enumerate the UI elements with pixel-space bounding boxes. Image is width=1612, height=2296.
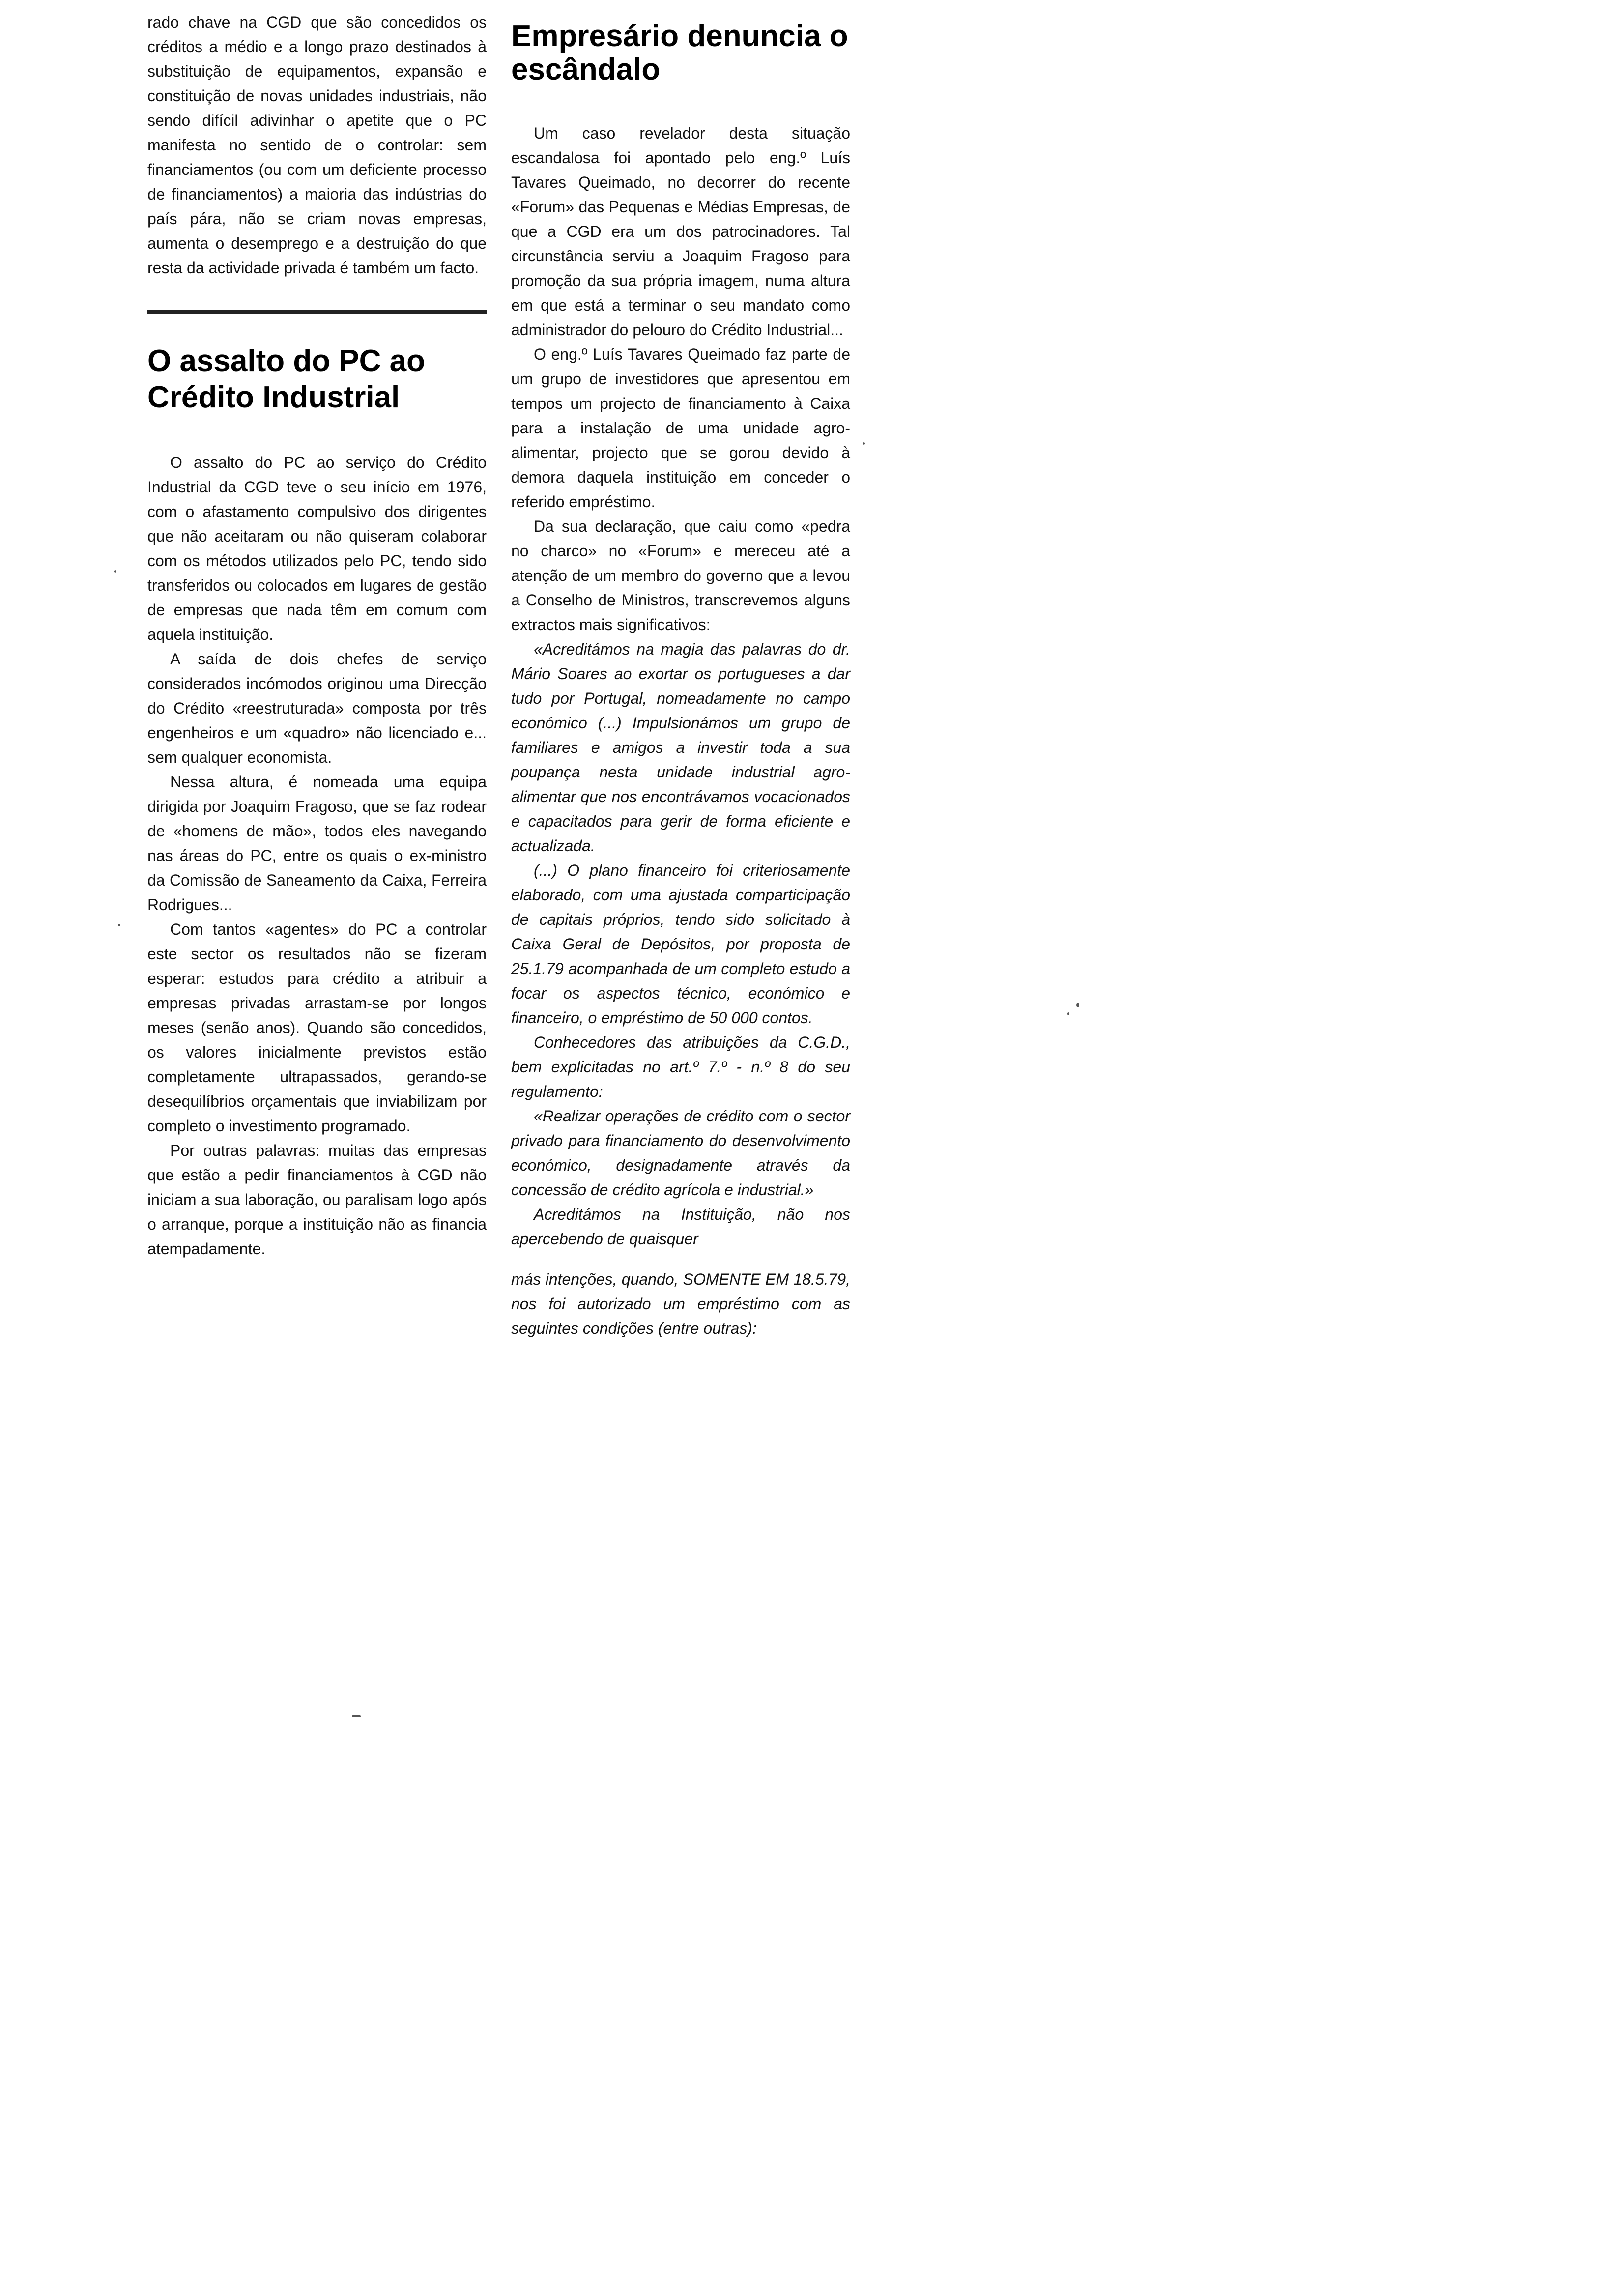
scan-speck xyxy=(118,924,120,926)
article-paragraph: Nessa altura, é nomeada uma equipa dirigida por Joaquim Fragoso, que se faz rodear de «homens de mão», todos eles navegando nas áreas do PC, entre os quais o ex-ministro da Comissão de Saneamento da Caixa, Ferreira Rodrigues... xyxy=(147,773,487,914)
quoted-paragraph: «Realizar operações de crédito com o sector privado para financiamento do desenvolvimento económico, designadamente através da concessão de crédito agrícola e industrial.» xyxy=(511,1107,850,1199)
scan-speck xyxy=(352,1715,361,1717)
left-headline: O assalto do PC ao Crédito Industrial xyxy=(147,344,426,414)
intro-paragraph: rado chave na CGD que são concedidos os créditos a médio e a longo prazo destinados à substituição de equipamentos, expansão e constituição de novas unidades industriais, não sendo difícil adivinhar o apetite que o PC manifesta no sentido de o controlar: sem financiamentos (ou com um deficiente processo de financiamentos) a maioria das indústrias do país pára, não se criam novas empresas, aumenta o desemprego e a destruição do que resta da actividade privada é também um facto. xyxy=(147,13,487,277)
continuation-paragraph: más intenções, quando, SOMENTE EM 18.5.79, nos foi autorizado um empréstimo com as seguintes condições (entre outras): xyxy=(511,1270,850,1337)
quoted-paragraph: «Acreditámos na magia das palavras do dr. Mário Soares ao exortar os portugueses a dar tudo por Portugal, nomeadamente no campo económico (...) Impulsionámos um grupo de familiares e amigos a investir toda a sua poupança nesta unidade industrial agro-alimentar que nos encontrávamos vocacionados e capacitados para gerir de forma eficiente e actualizada. xyxy=(511,640,850,855)
quoted-paragraph: Acreditámos na Instituição, não nos apercebendo de quaisquer xyxy=(511,1205,850,1248)
article-paragraph: Com tantos «agentes» do PC a controlar este sector os resultados não se fizeram esperar: estudos para crédito a atribuir a empresas privadas arrastam-se por longos meses (senão anos). Quando são concedidos, os valores inicialmente previstos estão completamente ultrapassados, gerando-se desequilíbrios orçamentais que inviabilizam por completo o investimento programado. xyxy=(147,920,487,1135)
article-paragraph: O assalto do PC ao serviço do Crédito Industrial da CGD teve o seu início em 1976, com o afastamento compulsivo dos dirigentes que não aceitaram ou não quiseram colaborar com os métodos utilizados pelo PC, tendo sido transferidos ou colocados em lugares de gestão de empresas que nada têm em comum com aquela instituição. xyxy=(147,454,487,643)
scan-speck xyxy=(1067,1012,1069,1015)
right-column xyxy=(511,20,850,1341)
article-paragraph: Por outras palavras: muitas das empresas que estão a pedir financiamentos à CGD não iniciam a sua laboração, ou paralisam logo após o arranque, porque a instituição não as financia atempadamente. xyxy=(147,1142,487,1258)
scan-speck xyxy=(1076,1003,1079,1007)
article-paragraph: Da sua declaração, que caiu como «pedra no charco» no «Forum» e mereceu até a atenção de um membro do governo que a levou a Conselho de Ministros, transcrevemos alguns extractos mais significativos: xyxy=(511,517,850,633)
article-paragraph: Um caso revelador desta situação escandalosa foi apontado pelo eng.º Luís Tavares Queimado, no decorrer do recente «Forum» das Pequenas e Médias Empresas, de que a CGD era um dos patrocinadores. Tal circunstância serviu a Joaquim Fragoso para promoção da sua própria imagem, numa altura em que está a terminar o seu mandato como administrador do pelouro do Crédito Industrial... xyxy=(511,124,850,339)
article-paragraph: O eng.º Luís Tavares Queimado faz parte de um grupo de investidores que apresentou em tempos um projecto de financiamento à Caixa para a instalação de uma unidade agro-alimentar, projecto que se gorou devido à demora daquela instituição em conceder o referido empréstimo. xyxy=(511,345,850,511)
article-paragraph: A saída de dois chefes de serviço considerados incómodos originou uma Direcção do Crédito «reestruturada» composta por três engenheiros e um «quadro» não licenciado e... sem qualquer economista. xyxy=(147,650,487,766)
right-headline: Empresário denuncia o escândalo xyxy=(511,19,848,86)
quoted-paragraph: Conhecedores das atribuições da C.G.D., bem explicitadas no art.º 7.º - n.º 8 do seu regulamento: xyxy=(511,1033,850,1100)
column-break-gap xyxy=(511,1251,850,1267)
section-divider xyxy=(147,310,487,314)
left-column xyxy=(147,10,487,1261)
scan-speck xyxy=(863,442,865,445)
quoted-paragraph: (...) O plano financeiro foi criteriosamente elaborado, com uma ajustada comparticipação de capitais próprios, tendo sido solicitado à Caixa Geral de Depósitos, por proposta de 25.1.79 acompanhada de um completo estudo a focar os aspectos técnico, económico e financeiro, o empréstimo de 50 000 contos. xyxy=(511,861,850,1027)
scan-speck xyxy=(114,570,116,573)
